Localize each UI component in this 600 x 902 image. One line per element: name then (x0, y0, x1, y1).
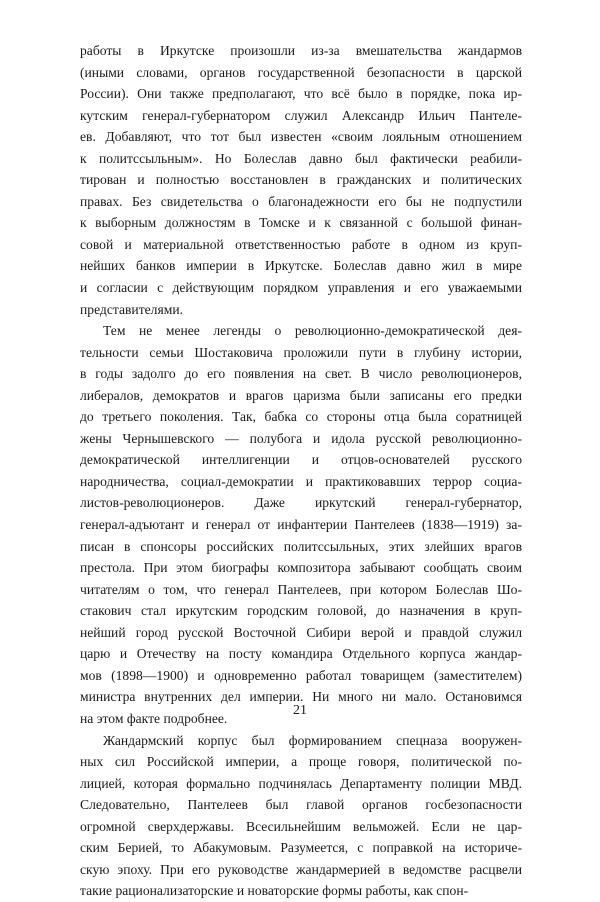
page-number: 21 (293, 703, 307, 718)
text-line: совой и материальной ответственностью работе в одном из круп- (80, 236, 522, 252)
text-line: престола. При этом биографы композитора забывают сообщать своим (80, 560, 522, 576)
text-line: министра внутренних дел империи. Ни много ни мало. Остановимся (80, 689, 522, 705)
text-line: нейший город русской Восточной Сибири верой и правдой служил (80, 624, 522, 640)
text-line: такие рационализаторские и новаторские формы работы, как спон- (80, 883, 469, 899)
body-text (80, 40, 522, 902)
text-line: Тем не менее легенды о революционно-демократической дея- (103, 323, 522, 339)
text-line: демократической интеллигенции и отцов-основателей русского (80, 452, 522, 468)
paragraph (80, 40, 522, 320)
text-line: либералов, демократов и врагов царизма были записаны его предки (80, 387, 522, 403)
text-line: читателям о том, что генерал Пантелеев, при котором Болеслав Шо- (80, 581, 522, 597)
text-line: народничества, социал-демократии и практиковавших террор социа- (80, 473, 522, 489)
text-line: России). Они также предполагают, что всё было в порядке, пока ир- (80, 86, 522, 102)
text-line: огромной сверхдержавы. Всесильнейшим вельможей. Если не цар- (80, 818, 522, 834)
text-line: ных сил Российской империи, а проще говоря, политической по- (80, 754, 522, 770)
text-line: представителями. (80, 301, 183, 317)
paragraph (80, 320, 522, 729)
text-line: жены Чернышевского — полубога и идола русской революционно- (80, 430, 522, 446)
text-line: ским Берией, то Абакумовым. Разумеется, с поправкой на историче- (80, 840, 522, 856)
text-line: стакович стал иркутским городским головой, до назначения в круп- (80, 603, 522, 619)
text-line: в годы задолго до его появления на свет. В число революционеров, (80, 366, 522, 382)
text-line: работы в Иркутске произошли из-за вмешательства жандармов (80, 43, 522, 58)
paragraph (80, 730, 522, 902)
text-line: мов (1898—1900) и одновременно работал товарищем (заместителем) (80, 667, 522, 683)
text-line: и согласии с действующим порядком управления и его уважаемыми (80, 280, 522, 296)
text-line: тирован и полностью восстановлен в гражданских и политических (80, 172, 522, 188)
text-line: к политссыльным». Но Болеслав давно был фактически реабили- (80, 150, 522, 166)
text-line: к выборным должностям в Томске и к связанной с большой финан- (80, 215, 522, 231)
text-line: правах. Без свидетельства о благонадежности его бы не подпустили (80, 193, 522, 209)
text-line: царю и Отечеству на посту командира Отдельного корпуса жандар- (80, 646, 522, 662)
text-line: нейших банков империи в Иркутске. Болеслав давно жил в мире (80, 258, 522, 274)
text-line: писан в спонсоры российских политссыльных, этих злейших врагов (80, 538, 522, 554)
text-line: Жандармский корпус был формированием спецназа вооружен- (103, 732, 522, 748)
text-line: Следовательно, Пантелеев был главой органов госбезопасности (80, 797, 522, 813)
text-line: лицией, которая формально подчинялась Департаменту полиции МВД. (80, 775, 522, 791)
text-line: скую эпоху. При его руководстве жандармерией в ведомстве расцвели (80, 861, 522, 877)
text-line: генерал-адъютант и генерал от инфантерии Пантелеев (1838—1919) за- (80, 517, 522, 533)
text-line: кутским генерал-губернатором служил Александр Ильич Пантеле- (80, 107, 522, 123)
text-line: тельности семьи Шостаковича проложили пути в глубину истории, (80, 344, 522, 360)
text-line: ев. Добавляют, что тот был известен «своим лояльным отношением (80, 129, 522, 145)
text-line: листов-революционеров. Даже иркутский генерал-губернатор, (80, 495, 522, 511)
text-line: до третьего поколения. Так, бабка со стороны отца была соратницей (80, 409, 522, 425)
text-line: (иными словами, органов государственной безопасности в царской (80, 64, 522, 80)
text-line: на этом факте подробнее. (80, 710, 228, 726)
